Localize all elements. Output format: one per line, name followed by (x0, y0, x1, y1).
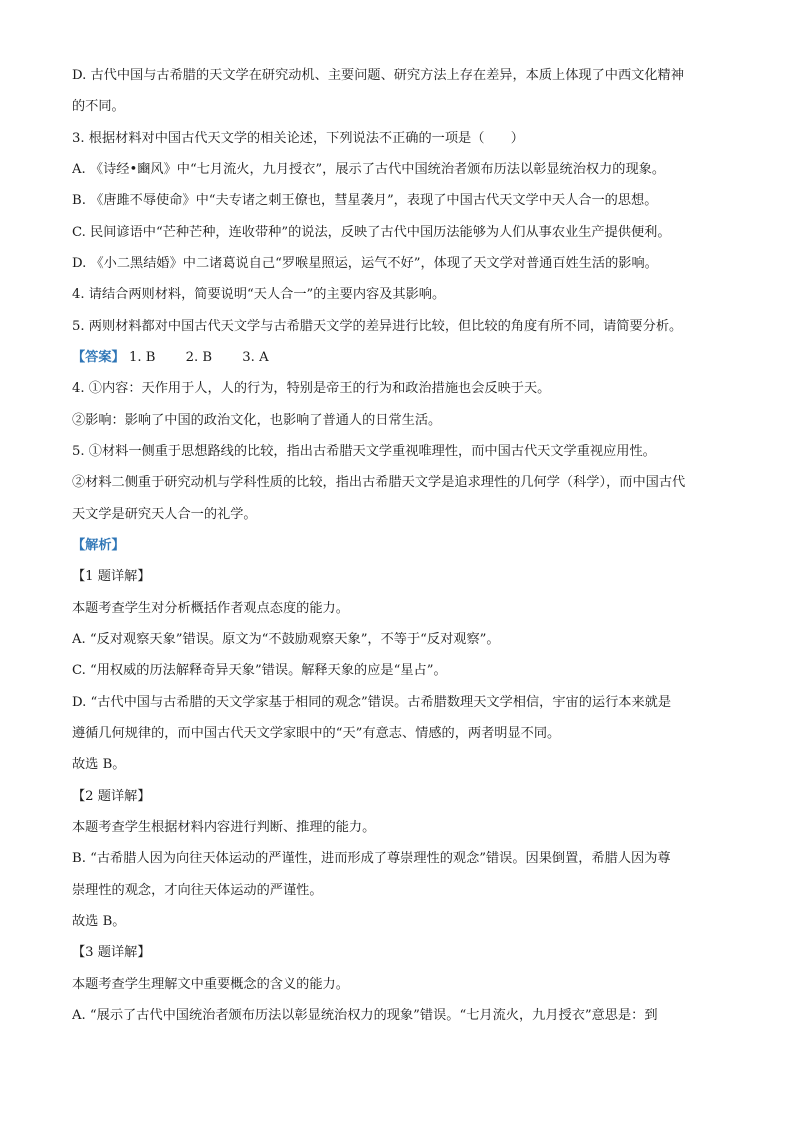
analysis-line: D. “古代中国与古希腊的天文学家基于相同的观念”错误。古希腊数理天文学相信，宇宙的运行本来就是 (72, 695, 672, 710)
option-c: C. 民间谚语中“芒种芒种，连收带种”的说法，反映了古代中国历法能够为人们从事农业生产提供便利。 (72, 225, 671, 240)
subsection-heading: 【3 题详解】 (72, 945, 151, 960)
option-a: A. 《诗经•豳风》中“七月流火，九月授衣”，展示了古代中国统治者颁布历法以彰显统治权力的现象。 (72, 162, 666, 177)
question-3: 3. 根据材料对中国古代天文学的相关论述，下列说法不正确的一项是（ ） (72, 131, 524, 146)
analysis-line: 故选 B。 (72, 914, 126, 929)
text-line: 的不同。 (72, 99, 125, 114)
subsection-heading: 【1 题详解】 (72, 569, 151, 584)
analysis-line: A. “展示了古代中国统治者颁布历法以彰显统治权力的现象”错误。“七月流火，九月授衣”意思是：到 (72, 1008, 658, 1023)
answer-line: ②材料二侧重于研究动机与学科性质的比较，指出古希腊天文学是追求理性的几何学（科学），而中国古代 (72, 475, 686, 490)
analysis-line: 遵循几何规律的，而中国古代天文学家眼中的“天”有意志、情感的，两者明显不同。 (72, 726, 561, 741)
answer-line: 5. ①材料一侧重于思想路线的比较，指出古希腊天文学重视唯理性，而中国古代天文学重视应用性。 (72, 444, 656, 459)
subsection-heading: 【2 题详解】 (72, 789, 151, 804)
analysis-line: 本题考查学生根据材料内容进行判断、推理的能力。 (72, 820, 376, 835)
option-b: B. 《唐雎不辱使命》中“夫专诸之刺王僚也，彗星袭月”，表现了中国古代天文学中天人合一的思想。 (72, 193, 658, 208)
analysis-line: 崇理性的观念，才向往天体运动的严谨性。 (72, 883, 323, 898)
answer-item: 3. A (242, 350, 269, 365)
analysis-line: C. “用权威的历法解释奇异天象”错误。解释天象的应是“星占”。 (72, 663, 447, 678)
analysis-line: B. “古希腊人因为向往天体运动的严谨性，进而形成了尊崇理性的观念”错误。因果倒置，希腊人因为尊 (72, 851, 671, 866)
question-5: 5. 两则材料都对中国古代天文学与古希腊天文学的差异进行比较，但比较的角度有所不同，请简要分析。 (72, 319, 683, 334)
analysis-line: A. “反对观察天象”错误。原文为“不鼓励观察天象”，不等于“反对观察”。 (72, 632, 500, 647)
analysis-line: 本题考查学生对分析概括作者观点态度的能力。 (72, 601, 349, 616)
analysis-line: 本题考查学生理解文中重要概念的含义的能力。 (72, 977, 349, 992)
question-4: 4. 请结合两则材料，简要说明“天人合一”的主要内容及其影响。 (72, 287, 446, 302)
answer-line: ②影响：影响了中国的政治文化，也影响了普通人的日常生活。 (72, 413, 442, 428)
answer-item: 2. B (185, 350, 213, 365)
answer-label: 【答案】 (72, 350, 125, 365)
text-line: D. 古代中国与古希腊的天文学在研究动机、主要问题、研究方法上存在差异，本质上体现了中西文化精神 (72, 68, 684, 83)
answer-line: 天文学是研究天人合一的礼学。 (72, 507, 257, 522)
answer-line: 4. ①内容：天作用于人，人的行为，特别是帝王的行为和政治措施也会反映于天。 (72, 381, 551, 396)
option-d: D. 《小二黑结婚》中二诸葛说自己“罗喉星照运，运气不好”，体现了天文学对普通百姓生活的影响。 (72, 256, 658, 271)
analysis-label: 【解析】 (72, 538, 125, 553)
answer-item: 1. B (128, 350, 156, 365)
analysis-line: 故选 B。 (72, 757, 126, 772)
answer-row (72, 348, 732, 368)
